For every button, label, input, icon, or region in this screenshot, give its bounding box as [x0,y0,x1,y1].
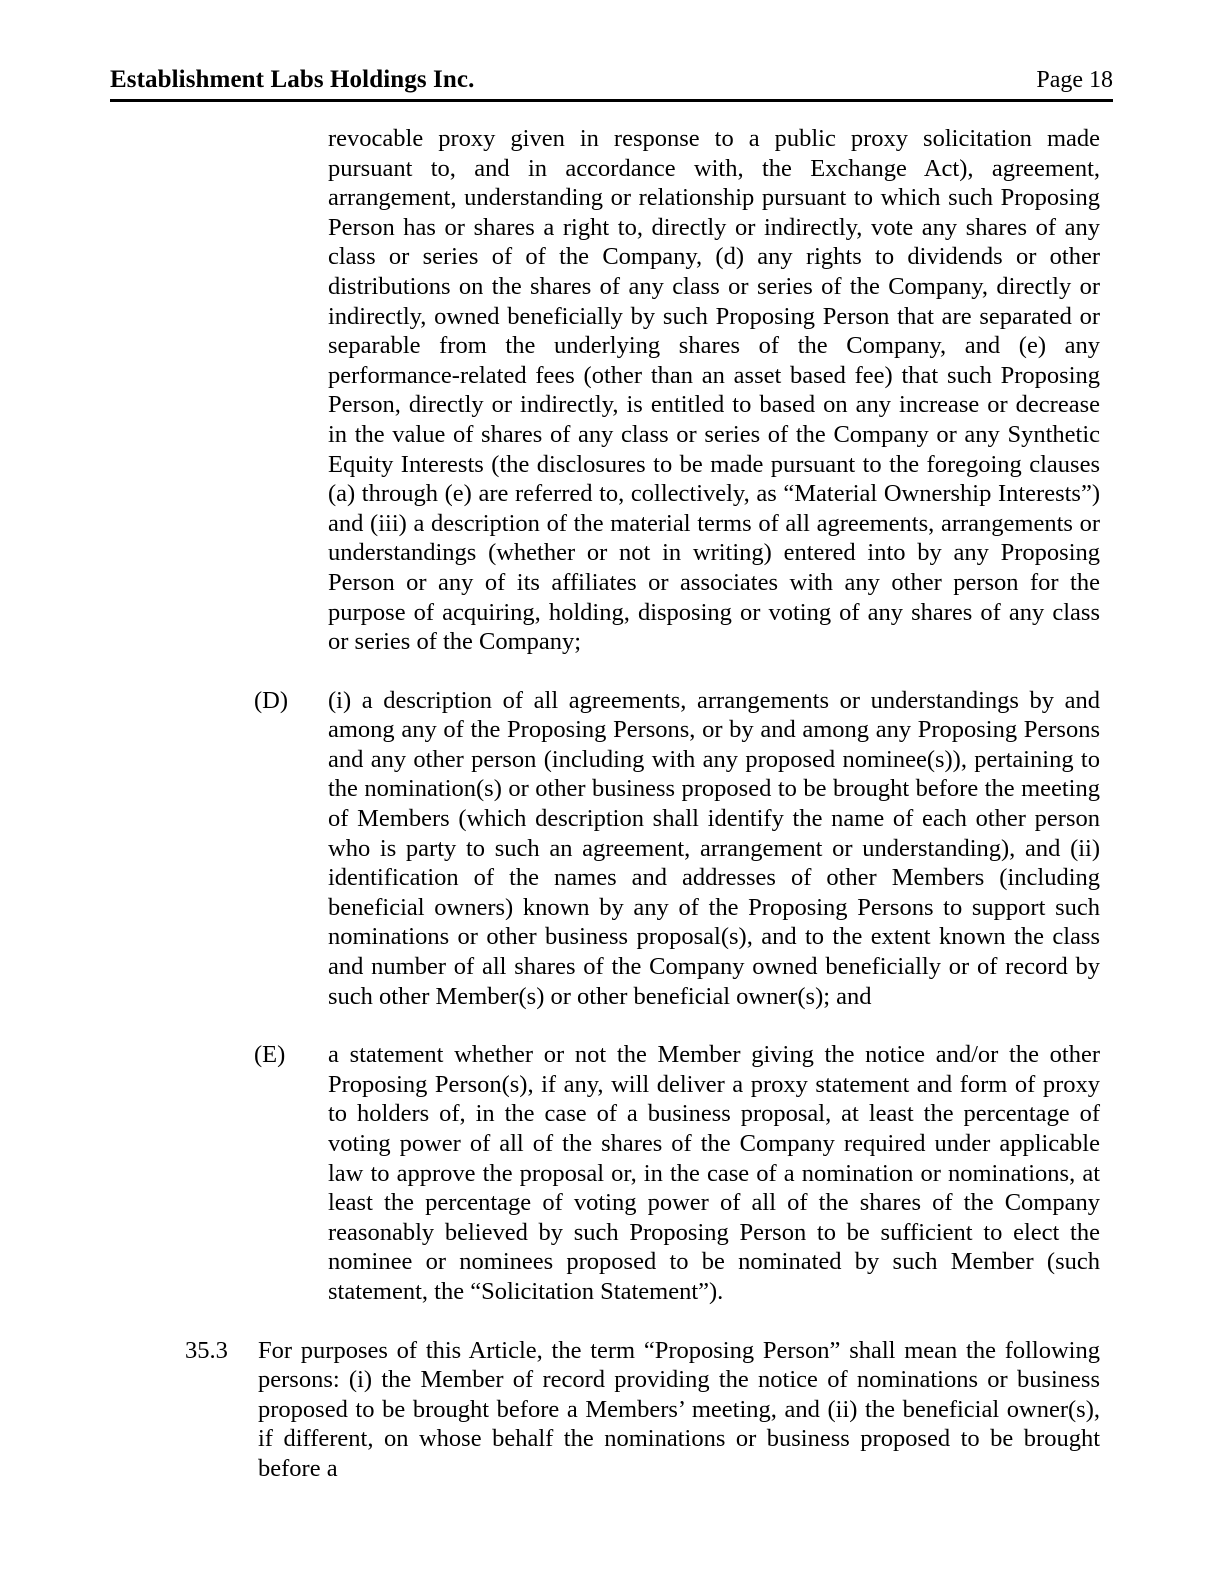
document-body [0,124,1224,1484]
clause-e [254,1040,1100,1306]
section-35-3-text: For purposes of this Article, the term “Proposing Person” shall mean the following persons: (i) the Member of record providing the notice of nominations or business proposed to be brought before a Members’ meeting, and (ii) the beneficial owner(s), if different, on whose behalf the nominations or business proposed to be brought before a [258,1336,1100,1482]
clause-d-text: (i) a description of all agreements, arrangements or understandings by and among any of the Proposing Persons, or by and among any Proposing Persons and any other person (including with any proposed nominee(s)), pertaining to the nomination(s) or other business proposed to be brought before the meeting of Members (which description shall identify the name of each other person who is party to such an agreement, arrangement or understanding), and (ii) identification of the names and addresses of other Members (including beneficial owners) known by any of the Proposing Persons to support such nominations or other business proposal(s), and to the extent known the class and number of all shares of the Company owned beneficially or of record by such other Member(s) or other beneficial owner(s); and [328,686,1100,1010]
clause-d-marker: (D) [254,686,289,714]
clause-d [254,686,1100,1012]
header-company-name: Establishment Labs Holdings Inc. [110,66,475,93]
clause-e-text: a statement whether or not the Member giving the notice and/or the other Proposing Person(s), if any, will deliver a proxy statement and form of proxy to holders of, in the case of a business proposal, at least the percentage of voting power of all of the shares of the Company required under applicable law to approve the proposal or, in the case of a nomination or nominations, at least the percentage of voting power of all of the shares of the Company reasonably believed by such Proposing Person to be sufficient to elect the nominee or nominees proposed to be nominated by such Member (such statement, the “Solicitation Statement”). [328,1041,1100,1305]
continuation-paragraph: revocable proxy given in response to a public proxy solicitation made pursuant to, and in accordance with, the Exchange Act), agreement, arrangement, understanding or relationship pursuant to which such Proposing Person has or shares a right to, directly or indirectly, vote any shares of any class or series of of the Company, (d) any rights to dividends or other distributions on the shares of any class or series of the Company, directly or indirectly, owned beneficially by such Proposing Person that are separated or separable from the underlying shares of the Company, and (e) any performance-related fees (other than an asset based fee) that such Proposing Person, directly or indirectly, is entitled to based on any increase or decrease in the value of shares of any class or series of the Company or any Synthetic Equity Interests (the disclosures to be made pursuant to the foregoing clauses (a) through (e) are referred to, collectively, as “Material Ownership Interests”) and (iii) a description of the material terms of all agreements, arrangements or understandings (whether or not in writing) entered into by any Proposing Person or any of its affiliates or associates with any other person for the purpose of acquiring, holding, disposing or voting of any shares of any class or series of the Company; [328,125,1100,656]
paragraph-spacer [0,1011,1224,1040]
clause-e-marker: (E) [254,1041,286,1069]
paragraph-spacer [0,657,1224,686]
page-header [110,66,1113,94]
header-page-number: Page 18 [1036,67,1113,93]
section-35-3 [185,1336,1100,1484]
paragraph-spacer [0,1307,1224,1336]
section-35-3-marker: 35.3 [185,1336,228,1364]
header-divider-rule [110,99,1113,102]
